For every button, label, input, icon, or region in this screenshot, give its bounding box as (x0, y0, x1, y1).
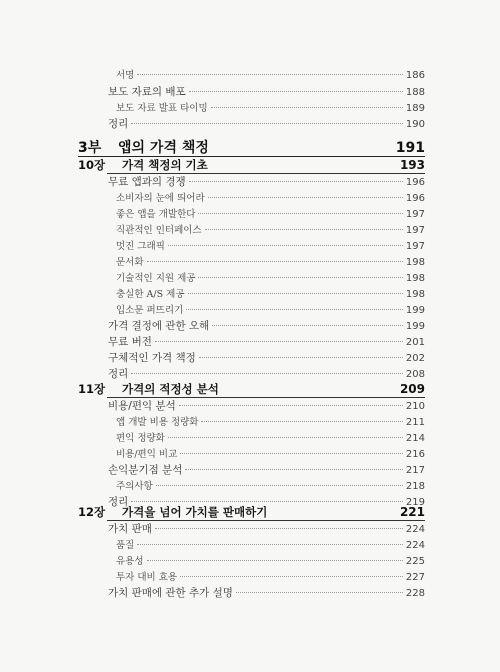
toc-entry[interactable] (116, 286, 425, 300)
toc-entry-label (116, 446, 177, 460)
toc-entry-label (116, 270, 195, 284)
toc-entry-label (108, 521, 152, 536)
dot-leader (212, 325, 403, 326)
dot-leader (168, 245, 403, 246)
toc-entry[interactable] (116, 270, 425, 284)
toc-entry-title: 입소문 퍼뜨리기 (116, 305, 184, 316)
toc-chapter-entry[interactable] (78, 504, 425, 520)
toc-entry[interactable] (108, 366, 425, 381)
dot-leader (180, 576, 403, 577)
toc-entry[interactable] (108, 350, 425, 365)
toc-page-number: 210 (405, 401, 425, 412)
toc-entry[interactable] (108, 116, 425, 131)
toc-entry-title: 무료 버전 (108, 336, 152, 348)
toc-entry-label (108, 174, 186, 189)
toc-entry-title: 가치 판매에 관한 추가 설명 (108, 587, 233, 599)
toc-entry-title: 보도 자료 발표 타이밍 (116, 103, 208, 114)
toc-chapter-entry[interactable] (78, 157, 425, 173)
toc-entry[interactable] (116, 222, 425, 236)
toc-entry-label (108, 398, 176, 413)
dot-leader (131, 501, 403, 502)
dot-leader (180, 453, 403, 454)
toc-entry-title: 가격의 적정성 분석 (122, 382, 219, 396)
dot-leader (137, 74, 403, 75)
toc-entry-label (108, 366, 128, 381)
toc-entry-title: 비용/편익 분석 (108, 400, 176, 412)
toc-entry[interactable] (108, 521, 425, 536)
toc-page-number: 189 (405, 103, 425, 114)
toc-entry-label (116, 286, 185, 300)
dot-leader (156, 485, 403, 486)
toc-entry-number: 3부 (78, 140, 102, 156)
toc-entry-label (108, 318, 209, 333)
toc-part-entry[interactable] (78, 137, 425, 157)
dot-leader (189, 91, 403, 92)
toc-page-number: 225 (405, 556, 425, 567)
toc-entry-label (116, 302, 183, 316)
toc-entry-label (116, 100, 208, 114)
toc-entry-title: 충실한 A/S 제공 (116, 289, 185, 300)
toc-entry-label (116, 254, 144, 268)
toc-entry-label (116, 238, 165, 252)
toc-entry-label (78, 381, 219, 397)
toc-entry-title: 유용성 (116, 556, 144, 567)
toc-entry-title: 정리 (108, 118, 129, 130)
toc-page-number: 217 (405, 465, 425, 476)
toc-entry-title: 좋은 앱을 개발한다 (116, 209, 196, 220)
toc-page-number: 198 (405, 257, 425, 268)
toc-entry[interactable] (108, 318, 425, 333)
toc-entry-title: 소비자의 눈에 띄어라 (116, 193, 205, 204)
toc-entry[interactable] (108, 174, 425, 189)
dot-leader (236, 592, 403, 593)
toc-entry-title: 비용/편익 비교 (116, 449, 178, 460)
toc-entry-label (108, 84, 186, 99)
toc-page-number: 198 (405, 273, 425, 284)
toc-entry-label (116, 478, 153, 492)
toc-entry-label (108, 334, 152, 349)
toc-page-number: 227 (405, 572, 425, 583)
toc-entry[interactable] (116, 414, 425, 428)
toc-entry[interactable] (116, 478, 425, 492)
toc-entry-title: 주의사항 (116, 481, 153, 492)
toc-page-number: 190 (405, 119, 425, 130)
toc-entry[interactable] (108, 398, 425, 413)
toc-page-number: 191 (395, 140, 425, 156)
toc-page-number: 224 (405, 540, 425, 551)
toc-entry[interactable] (116, 67, 425, 81)
toc-page-number: 199 (405, 305, 425, 316)
toc-page-number: 197 (405, 241, 425, 252)
toc-page-number: 221 (399, 505, 425, 519)
toc-entry-label (116, 67, 134, 81)
dot-leader (189, 181, 403, 182)
dot-leader (199, 357, 403, 358)
toc-entry-label (78, 157, 208, 173)
toc-entry-title: 구체적인 가격 책정 (108, 352, 196, 364)
toc-page-number: 197 (405, 225, 425, 236)
toc-entry-title: 품질 (116, 540, 135, 551)
toc-page-number: 218 (405, 481, 425, 492)
toc-entry[interactable] (116, 537, 425, 551)
toc-entry[interactable] (116, 190, 425, 204)
toc-entry[interactable] (116, 100, 425, 114)
dot-leader (168, 437, 403, 438)
toc-entry-title: 앱 개발 비용 정량화 (116, 417, 199, 428)
toc-entry-label (78, 504, 267, 520)
dot-leader (198, 277, 402, 278)
dot-leader (131, 123, 403, 124)
dot-leader (131, 373, 403, 374)
toc-entry-label (116, 537, 134, 551)
toc-entry-title: 가격을 넘어 가치를 판매하기 (122, 505, 268, 519)
toc-entry[interactable] (108, 585, 425, 600)
toc-entry-label (116, 414, 198, 428)
toc-entry-label (116, 222, 202, 236)
toc-page-number: 202 (405, 353, 425, 364)
toc-entry-label (116, 569, 177, 583)
toc-entry[interactable] (116, 446, 425, 460)
dot-leader (147, 261, 403, 262)
toc-entry-number: 11장 (78, 382, 106, 396)
toc-page-number: 214 (405, 433, 425, 444)
toc-entry-label (108, 585, 233, 600)
toc-page-number: 228 (405, 588, 425, 599)
dot-leader (208, 197, 403, 198)
toc-page-number: 186 (405, 70, 425, 81)
toc-entry-label (108, 462, 182, 477)
toc-entry-title: 손익분기점 분석 (108, 464, 183, 476)
toc-entry-title: 정리 (108, 368, 129, 380)
toc-entry-title: 투자 대비 효용 (116, 572, 178, 583)
toc-entry-label (116, 430, 165, 444)
dot-leader (155, 341, 403, 342)
dot-leader (188, 293, 403, 294)
toc-entry-title: 무료 앱과의 경쟁 (108, 176, 186, 188)
dot-leader (185, 469, 403, 470)
toc-entry[interactable] (116, 254, 425, 268)
toc-page-number: 201 (405, 337, 425, 348)
toc-entry-title: 정리 (108, 496, 129, 508)
toc-page-number: 199 (405, 321, 425, 332)
toc-page-number: 216 (405, 449, 425, 460)
toc-entry-title: 가격 결정에 관한 오해 (108, 320, 210, 332)
toc-entry[interactable] (108, 462, 425, 477)
toc-page-number: 198 (405, 289, 425, 300)
dot-leader (137, 544, 403, 545)
toc-entry-title: 기술적인 지원 제공 (116, 273, 196, 284)
toc-entry-number: 10장 (78, 158, 106, 172)
toc-entry-title: 앱의 가격 책정 (118, 140, 209, 156)
dot-leader (179, 405, 403, 406)
toc-entry-title: 편익 정량화 (116, 433, 165, 444)
toc-entry[interactable] (108, 334, 425, 349)
toc-entry[interactable] (116, 569, 425, 583)
toc-entry-label (116, 206, 195, 220)
toc-page-number: 209 (399, 382, 425, 396)
toc-chapter-entry[interactable] (78, 381, 425, 397)
toc-entry-title: 멋진 그래픽 (116, 241, 165, 252)
toc-entry-label (78, 137, 209, 157)
dot-leader (198, 213, 402, 214)
toc-entry-label (108, 116, 128, 131)
toc-entry-title: 직관적인 인터페이스 (116, 225, 202, 236)
toc-entry-label (108, 350, 196, 365)
dot-leader (205, 229, 403, 230)
toc-page-number: 193 (399, 158, 425, 172)
toc-entry-number: 12장 (78, 505, 106, 519)
dot-leader (211, 107, 403, 108)
toc-entry-title: 보도 자료의 배포 (108, 86, 186, 98)
toc-entry-label (116, 190, 205, 204)
toc-entry[interactable] (116, 206, 425, 220)
toc-entry[interactable] (116, 238, 425, 252)
dot-leader (186, 309, 403, 310)
toc-page-number: 196 (405, 193, 425, 204)
toc-entry-title: 가치 판매 (108, 523, 152, 535)
dot-leader (201, 421, 402, 422)
toc-page-number: 211 (405, 417, 425, 428)
toc-page-number: 208 (405, 369, 425, 380)
toc-page-number: 196 (405, 177, 425, 188)
toc-entry-title: 가격 책정의 기초 (122, 158, 208, 172)
toc-entry-title: 서명 (116, 70, 135, 81)
toc-entry-title: 문서화 (116, 257, 144, 268)
toc-entry-label (116, 553, 144, 567)
toc-entry[interactable] (116, 430, 425, 444)
dot-leader (155, 528, 403, 529)
toc-page-number: 188 (405, 87, 425, 98)
toc-entry[interactable] (116, 302, 425, 316)
toc-entry[interactable] (116, 553, 425, 567)
dot-leader (147, 560, 403, 561)
toc-page-number: 224 (405, 524, 425, 535)
toc-page-number: 219 (405, 497, 425, 508)
toc-entry[interactable] (108, 84, 425, 99)
toc-page-number: 197 (405, 209, 425, 220)
